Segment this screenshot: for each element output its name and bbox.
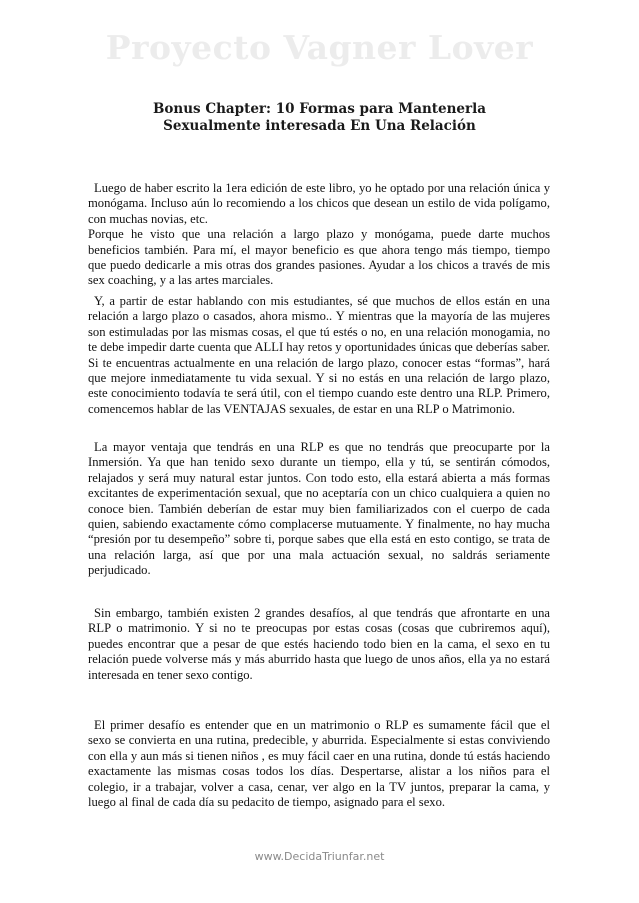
chapter-title bbox=[90, 101, 549, 135]
paragraph-4-text: Sin embargo, también existen 2 grandes desafíos, al que tendrás que afrontarte en una RLP o matrimonio. Y si no te preocupas por estas cosas (cosas que cubriremos aquí), puedes encontrar que a pesar de que estés haciendo todo bien en la cama, el sexo en tu relación puede volverse más y más aburrido hasta que luego de unos años, ella ya no estará interesada en tener sexo contigo. bbox=[88, 606, 550, 682]
chapter-title-line-1: Bonus Chapter: 10 Formas para Mantenerla bbox=[153, 101, 486, 117]
paragraph-3-text: La mayor ventaja que tendrás en una RLP es que no tendrás que preocuparte por la Inmersión. Ya que han tenido sexo durante un tiempo, ella y tú, se sentirán cómodos, relajados y será muy natural estar juntos. Con todo esto, ella estará abierta a más formas excitantes de experimentación sexual, que no aceptaría con un chico cualquiera a quien no conoce bien. También deberían de estar muy bien familiarizados con el cuerpo de cada quien, sabiendo exactamente cómo complacerse mutuamente. Y finalmente, no hay mucha “presión por tu desempeño” sobre ti, porque sabes que ella está en esto contigo, se trata de una relación larga, así que por una mala actuación sexual, no saldrás seriamente perjudicado. bbox=[88, 440, 550, 578]
paragraph-1 bbox=[88, 181, 550, 289]
watermark: Proyecto Vagner Lover bbox=[105, 28, 534, 67]
chapter-title-line-2: Sexualmente interesada En Una Relación bbox=[163, 118, 476, 134]
paragraph-3 bbox=[88, 440, 550, 579]
footer-website: www.DecidaTriunfar.net bbox=[254, 850, 385, 863]
paragraph-5-text: El primer desafío es entender que en un matrimonio o RLP es sumamente fácil que el sexo se convierta en una rutina, predecible, y aburrida. Especialmente si estas conviviendo con ella y aun más si tienen niños , es muy fácil caer en una rutina, donde tú estás haciendo exactamente las mismas cosas todos los días. Despertarse, alistar a los niños para el colegio, ir a trabajar, volver a casa, cenar, ver algo en la TV juntos, preparar la cama, y luego al final de cada día su pedacito de tiempo, asignado para el sexo. bbox=[88, 718, 550, 810]
paragraph-2-text: Y, a partir de estar hablando con mis estudiantes, sé que muchos de ellos están en una relación a largo plazo o casados, ahora mismo.. Y mientras que la mayoría de las mujeres son estimuladas por las mismas cosas, el que tú estés o no, en una relación monogamia, no te debe impedir darte cuenta que ALLI hay retos y oportunidades únicas que deberías saber. Si te encuentras actualmente en una relación de largo plazo, conocer estas “formas”, hará que mejore inmediatamente tu vida sexual. Y si no estás en una relación de largo plazo, este conocimiento todavía te será útil, con el tiempo cuando este dentro una RLP. Primero, comencemos hablar de las VENTAJAS sexuales, de estar en una RLP o Matrimonio. bbox=[88, 294, 550, 416]
paragraph-2 bbox=[88, 294, 550, 417]
paragraph-1-text: Luego de haber escrito la 1era edición de este libro, yo he optado por una relación única y monógama. Incluso aún lo recomiendo a los chicos que desean un estilo de vida polígamo, con muchas novias, etc. bbox=[88, 181, 550, 226]
paragraph-1-continued-text: Porque he visto que una relación a largo plazo y monógama, puede darte muchos beneficios también. Para mí, el mayor beneficio es que ahora tengo más tiempo, tiempo que puedo dedicarle a mis otras dos grandes pasiones. Ayudar a los chicos a través de mis sex coaching, y a las artes marciales. bbox=[88, 227, 550, 288]
paragraph-5 bbox=[88, 718, 550, 810]
paragraph-4 bbox=[88, 606, 550, 683]
